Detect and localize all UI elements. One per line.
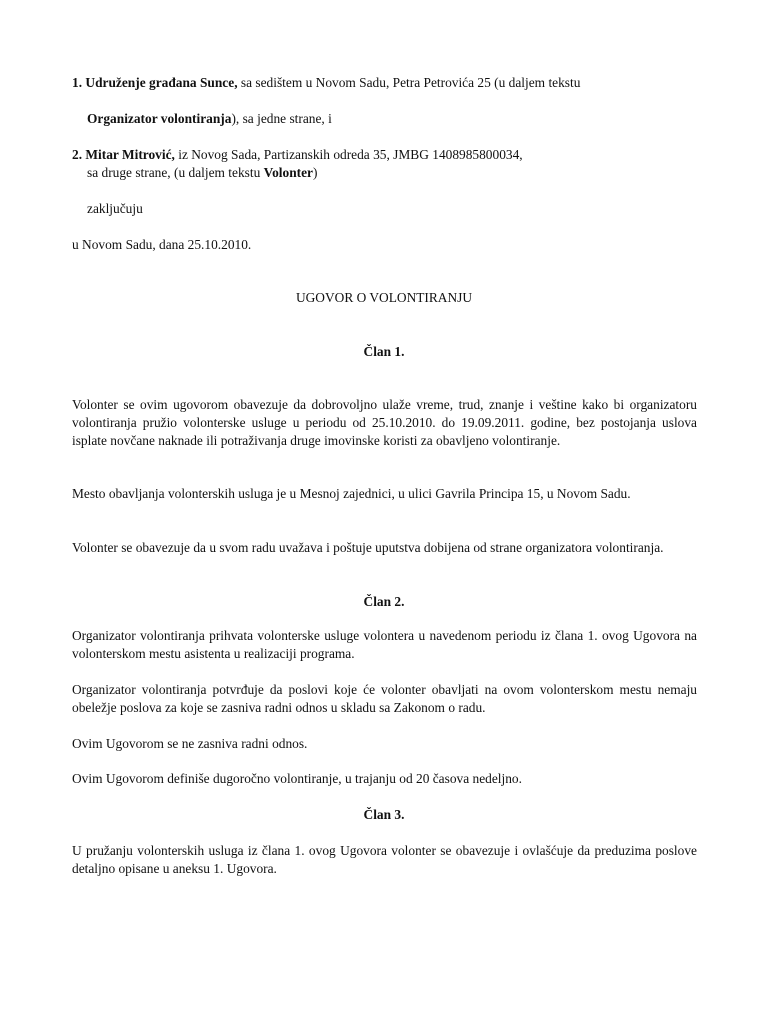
article-1-paragraph-3: Volonter se obavezuje da u svom radu uvažava i poštuje uputstva dobijena od strane organizatora volontiranja. (72, 540, 664, 555)
article-3-heading: Član 3. (363, 807, 405, 822)
conclude-text: zaključuju (87, 201, 143, 216)
party-1-role: Organizator volontiranja (87, 111, 232, 126)
party-1-number: 1. (72, 75, 83, 90)
party-2-role: Volonter (263, 165, 313, 180)
article-1-paragraph-1: Volonter se ovim ugovorom obavezuje da dobrovoljno ulaže vreme, trud, znanje i veštine kako bi organizatoru volontiranja pružio volonterske usluge u periodu od 25.10.2010. do 19.09.2011. godine, bez postojanja uslova isplate novčane naknade ili potraživanja druge imovinske koristi za obavljeno volontiranje. (72, 397, 697, 448)
party-2-role-pre: sa druge strane, (u daljem tekstu (87, 165, 264, 180)
article-3-paragraph-1: U pružanju volonterskih usluga iz člana 1. ovog Ugovora volonter se obavezuje i ovlašćuje da preduzima poslove detaljno opisane u aneksu 1. Ugovora. (72, 843, 697, 876)
article-2-paragraph-3: Ovim Ugovorom se ne zasniva radni odnos. (72, 736, 308, 751)
document-title: UGOVOR O VOLONTIRANJU (295, 290, 473, 305)
article-1-paragraph-2: Mesto obavljanja volonterskih usluga je u Mesnoj zajednici, u ulici Gavrila Principa 15, u Novom Sadu. (72, 486, 631, 501)
party-2-role-line (87, 164, 317, 182)
party-2-role-post: ) (313, 165, 318, 180)
article-2-paragraph-1: Organizator volontiranja prihvata volonterske usluge volontera u navedenom periodu iz člana 1. ovog Ugovora na volonterskom mestu asistenta u realizaciji programa. (72, 628, 697, 661)
party-2-details: iz Novog Sada, Partizanskih odreda 35, JMBG 1408985800034, (174, 147, 523, 162)
article-2-paragraph-4: Ovim Ugovorom definiše dugoročno volontiranje, u trajanju od 20 časova nedeljno. (72, 771, 522, 786)
party-1-role-line (87, 110, 332, 128)
party-1-details: sa sedištem u Novom Sadu, Petra Petrovića 25 (u daljem tekstu (237, 75, 581, 90)
party-1-line (72, 74, 580, 92)
party-1-name: Udruženje građana Sunce, (85, 75, 238, 90)
article-1-heading: Član 1. (363, 344, 405, 359)
article-2-heading: Član 2. (363, 594, 405, 609)
place-date: u Novom Sadu, dana 25.10.2010. (72, 237, 252, 252)
party-2-line (72, 146, 523, 164)
article-2-paragraph-2: Organizator volontiranja potvrđuje da poslovi koje će volonter obavljati na ovom volonterskom mestu nemaju obeležje poslova za koje se zasniva radni odnos u skladu sa Zakonom o radu. (72, 682, 697, 715)
party-2-number: 2. (72, 147, 83, 162)
party-2-name: Mitar Mitrović, (85, 147, 175, 162)
party-1-role-tail: ), sa jedne strane, i (231, 111, 332, 126)
